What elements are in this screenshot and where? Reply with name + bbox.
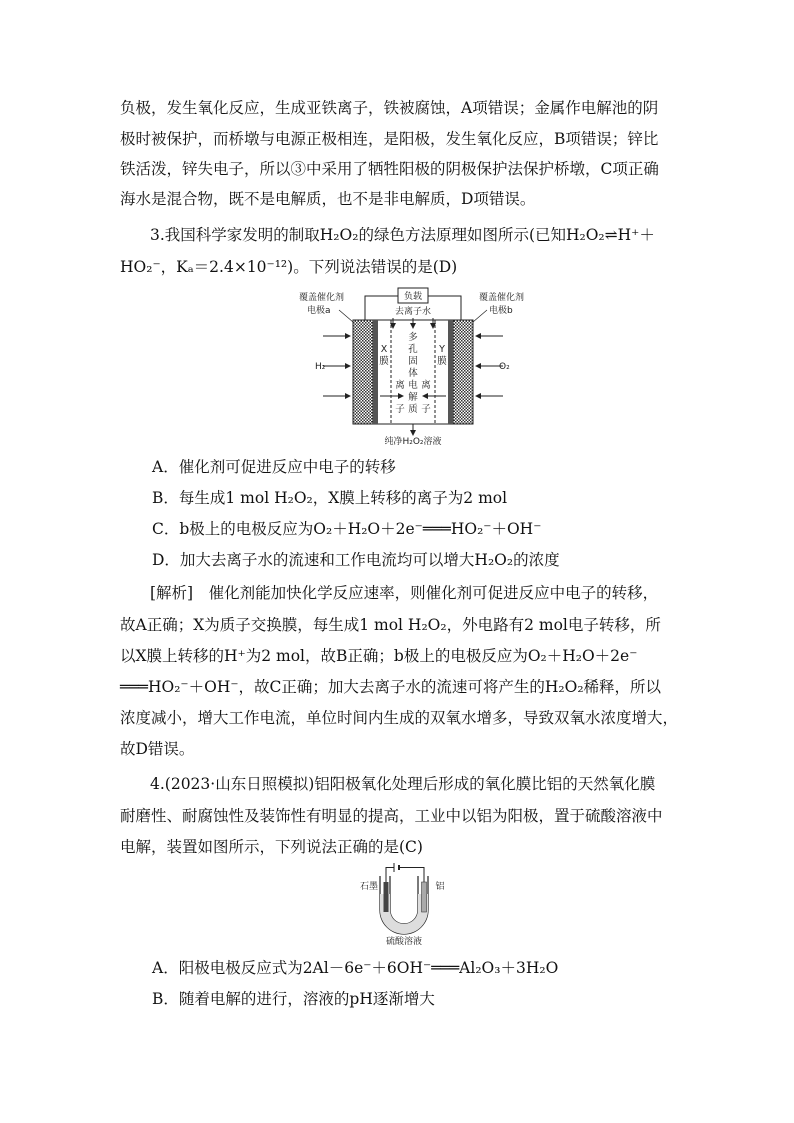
aluminum-electrode [422,882,427,912]
explanation-line: ═══HO₂⁻＋OH⁻，故C正确；加大去离子水的流速可将产生的H₂O₂稀释，所以 [120,678,662,696]
electrode-a-label: 电极a [307,306,331,316]
option-b: B．每生成1 mol H₂O₂，X膜上转移的离子为2 mol [152,489,508,507]
u-tube-inner [390,876,418,924]
q4-option-a: A．阳极电极反应式为2Al－6e⁻＋6OH⁻═══Al₂O₃＋3H₂O [152,959,559,977]
ion-label-left: 离 [395,380,405,391]
u-tube-diagram [359,860,446,947]
aluminum-label: 铝 [435,882,445,892]
text-line: 负极，发生氧化反应，生成亚铁离子，铁被腐蚀，A项错误；金属作电解池的阴 [120,99,659,117]
wire [399,868,424,889]
question-4-stem-cont: 耐磨性、耐腐蚀性及装饰性有明显的提高，工业中以铝为阳极，置于硫酸溶液中 [120,807,663,825]
electrolyte-label: 孔 [408,344,418,355]
text-line: 海水是混合物，既不是电解质，也不是非电解质，D项错误。 [120,190,536,208]
ion-label-right: 子 [421,404,431,415]
ion-label-left: 子 [395,404,405,415]
electrolyte-label: 质 [408,404,418,415]
graphite-electrode [384,882,389,912]
question-3-stem-cont: HO₂⁻，Kₐ＝2.4×10⁻¹²)。下列说法错误的是(D) [120,258,458,276]
text-line: 铁活泼，锌失电子，所以③中采用了牺牲阳极的阴极保护法保护桥墩，C项正确 [120,160,659,178]
explanation-line: 浓度减小，增大工作电流，单位时间内生成的双氧水增多，导致双氧水浓度增大， [120,709,679,727]
electrode-a [353,320,373,424]
y-membrane-label: Y [439,344,445,355]
electrode-b [453,320,473,424]
catalyst-layer-a [373,320,378,424]
wire-right [428,296,461,320]
graphite-label: 石墨 [359,882,379,892]
o2-label: O₂ [499,362,510,372]
explanation-line: [解析] 催化剂能加快化学反应速率，则催化剂可促进反应中电子的转移， [150,584,659,602]
electrolyte-label: 解 [408,392,418,403]
wire-left [365,296,398,320]
question-3-stem: 3.我国科学家发明的制取H₂O₂的绿色方法原理如图所示(已知H₂O₂⇌H⁺＋ [150,226,655,244]
ion-label-right: 离 [421,380,431,391]
electrolyte-label: 固 [408,356,418,367]
electrolyte-label: 多 [408,332,418,343]
catalyst-layer-b [448,320,453,424]
electrolyte-label: 电 [408,380,418,391]
electrode-b-label: 电极b [489,306,513,316]
y-membrane-label: 膜 [437,356,447,367]
h2o2-cell-diagram [293,286,533,446]
text-line: 极时被保护，而桥墩与电源正极相连，是阳极，发生氧化反应，B项错误；锌比 [120,130,659,148]
x-membrane-label: 膜 [379,356,389,367]
option-c: C．b极上的电极反应为O₂＋H₂O＋2e⁻═══HO₂⁻＋OH⁻ [152,520,542,538]
catalyst-b-label: 覆盖催化剂 [479,293,525,303]
explanation-line: 故A正确；X为质子交换膜，每生成1 mol H₂O₂，外电路有2 mol电子转移，所 [120,616,661,634]
electrolyte-label: 体 [408,368,418,379]
deionized-water-label: 去离子水 [394,307,432,317]
x-membrane-label: X [380,344,388,355]
option-a: A．催化剂可促进反应中电子的转移 [152,458,396,476]
explanation-line: 故D错误。 [120,740,195,758]
question-4-stem: 4.(2023·山东日照模拟)铝阳极氧化处理后形成的氧化膜比铝的天然氧化膜 [150,775,656,793]
explanation-line: 以X膜上转移的H⁺为2 mol，故B正确；b极上的电极反应为O₂＋H₂O＋2e⁻ [120,647,638,665]
load-label: 负载 [403,292,423,302]
h2-label: H₂ [315,362,326,372]
q4-option-b: B．随着电解的进行，溶液的pH逐渐增大 [152,990,435,1008]
acid-label: 硫酸溶液 [385,937,423,947]
catalyst-a-label: 覆盖催化剂 [299,293,345,303]
product-label: 纯净H₂O₂溶液 [384,437,442,447]
option-d: D．加大去离子水的流速和工作电流均可以增大H₂O₂的浓度 [152,551,560,569]
question-4-stem-cont: 电解，装置如图所示，下列说法正确的是(C) [120,838,423,856]
